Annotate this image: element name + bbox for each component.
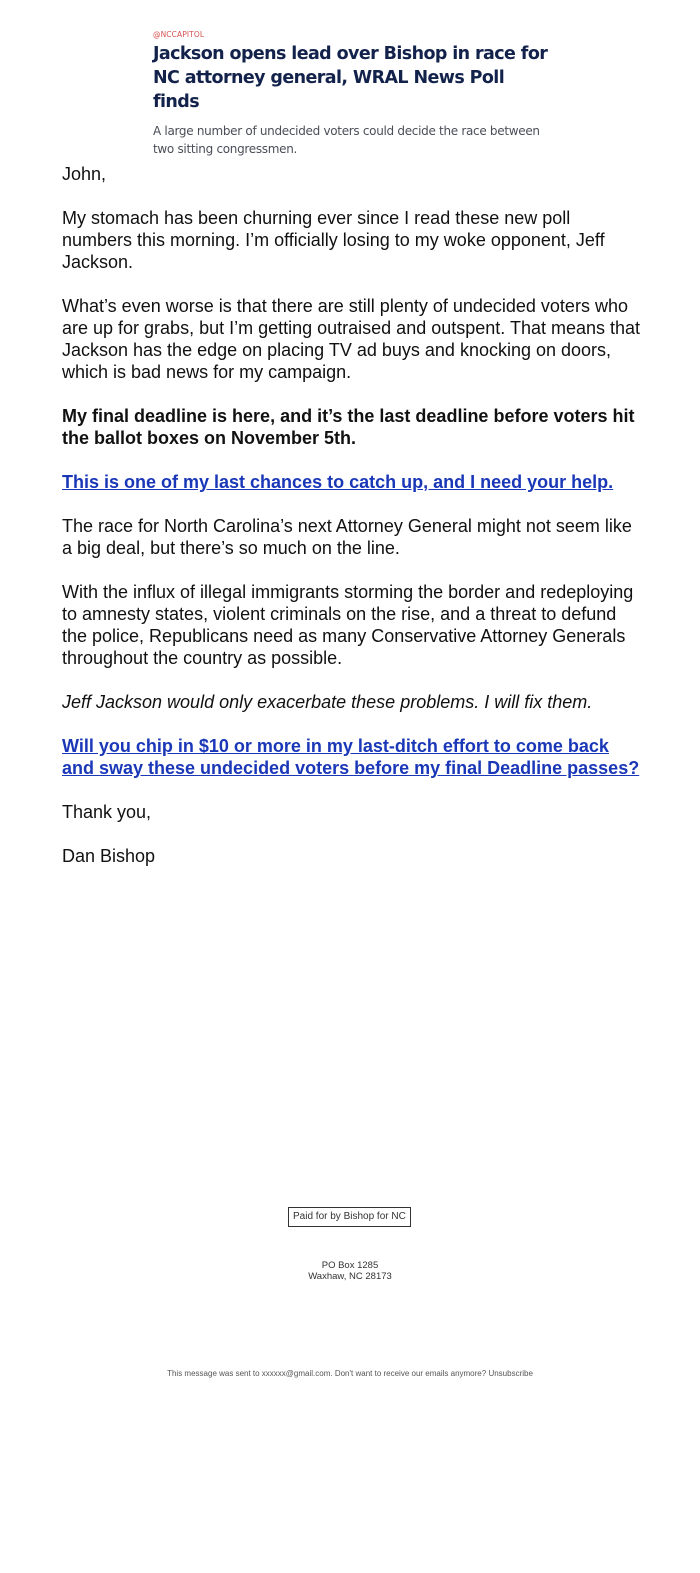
headline-subtitle: A large number of undecided voters could decide the race between two sitting congressmen. xyxy=(153,124,540,156)
paragraph-poll-numbers: My stomach has been churning ever since I read these new poll numbers this morning. I’m officially losing to my woke opponent, Jeff Jackson. xyxy=(62,208,605,272)
greeting: John, xyxy=(62,164,107,184)
paragraph-issues: With the influx of illegal immigrants storming the border and redeploying to amnesty states, violent criminals on the rise, and a threat to defund the police, Republicans need as many Conservative Attorney Generals throughout the country as possible. xyxy=(62,582,634,668)
paragraph-fix-them: Jeff Jackson would only exacerbate these problems. I will fix them. xyxy=(62,692,593,712)
mailing-address xyxy=(0,1260,700,1282)
sent-to-text: This message was sent to xxxxxx@gmail.com. Don't want to receive our emails anymore? xyxy=(167,1369,487,1378)
signature: Dan Bishop xyxy=(62,846,156,866)
paragraph-undecided-voters: What’s even worse is that there are still plenty of undecided voters who are up for grabs, but I’m getting outraised and outspent. That means that Jackson has the edge on placing TV ad buys and knocking on doors, which is bad news for my campaign. xyxy=(62,296,641,382)
headline-title: Jackson opens lead over Bishop in race for NC attorney general, WRAL News Poll finds xyxy=(153,44,548,112)
news-headline-image xyxy=(153,30,553,158)
paragraph-final-deadline: My final deadline is here, and it’s the last deadline before voters hit the ballot boxes on November 5th. xyxy=(62,406,635,448)
address-line-1: PO Box 1285 xyxy=(321,1260,379,1271)
paragraph-race: The race for North Carolina’s next Attorney General might not seem like a big deal, but there’s so much on the line. xyxy=(62,516,632,558)
donate-link-chip-in[interactable]: Will you chip in $10 or more in my last-ditch effort to come back and sway these undecided voters before my final Deadline passes? xyxy=(62,736,640,778)
headline-kicker: @NCCAPITOL xyxy=(153,30,205,39)
signoff: Thank you, xyxy=(62,802,152,822)
donate-link-catch-up[interactable]: This is one of my last chances to catch up, and I need your help. xyxy=(62,472,614,492)
email-body xyxy=(62,163,642,889)
unsubscribe-link[interactable]: Unsubscribe xyxy=(488,1369,533,1378)
address-line-2: Waxhaw, NC 28173 xyxy=(308,1271,392,1282)
paid-for-disclaimer: Paid for by Bishop for NC xyxy=(288,1207,411,1227)
footer-note xyxy=(0,1369,700,1379)
